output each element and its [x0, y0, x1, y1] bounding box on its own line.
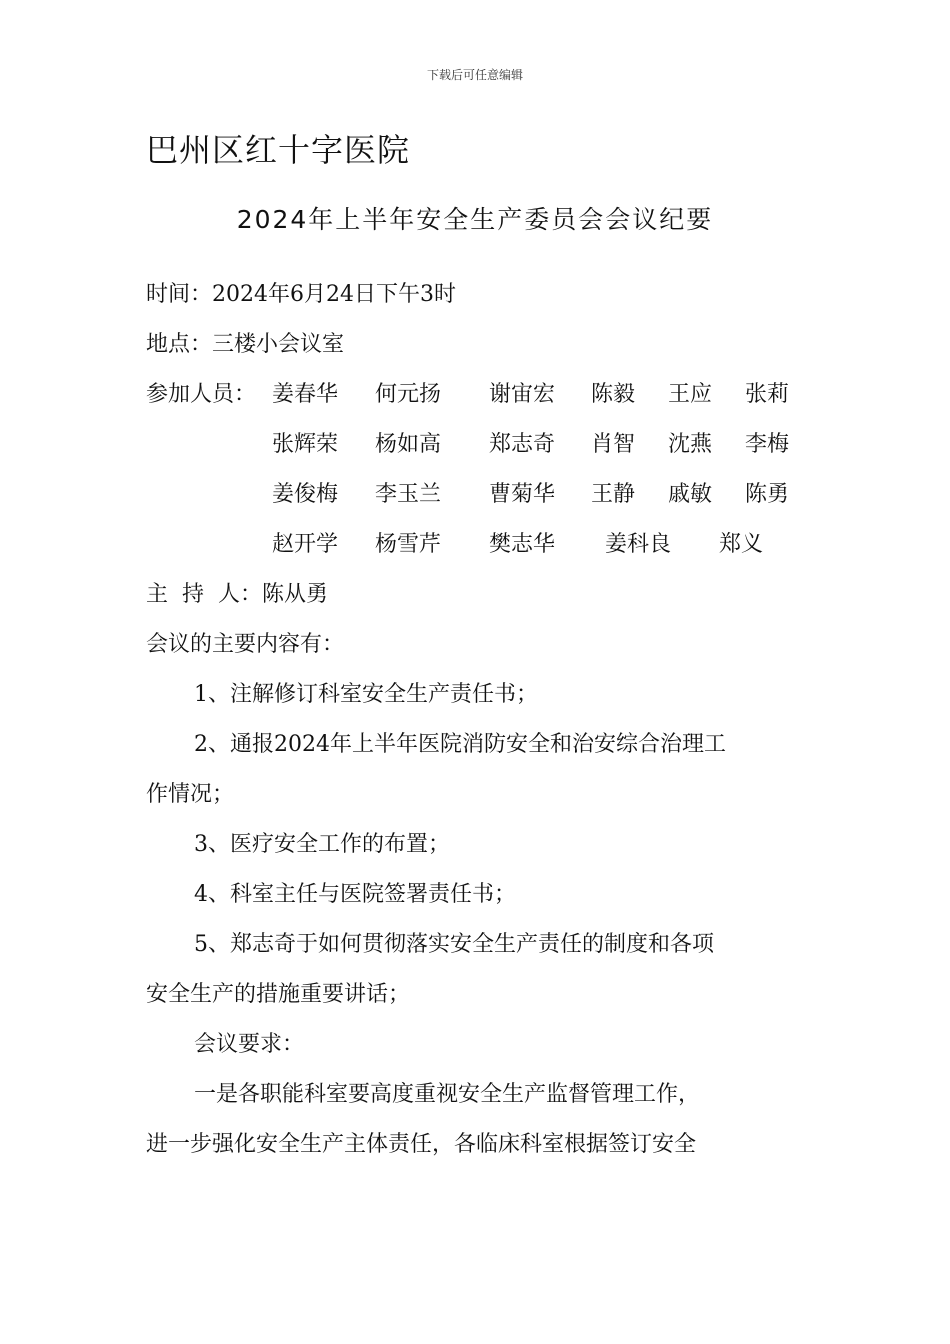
attendee-row [146, 370, 808, 420]
attendee-name: 戚敏 [668, 482, 713, 507]
attendee-name: 李梅 [745, 432, 790, 457]
attendee-name: 杨雪芹 [375, 532, 442, 557]
attendee-name: 姜科良 [605, 532, 672, 557]
requirement-line: 一是各职能科室要高度重视安全生产监督管理工作， [194, 1082, 701, 1107]
agenda-item: 1、注解修订科室安全生产责任书； [194, 682, 538, 707]
agenda-item-continuation: 安全生产的措施重要讲话； [146, 982, 411, 1007]
requirements-label: 会议要求： [194, 1032, 305, 1057]
agenda-item: 5、郑志奇于如何贯彻落实安全生产责任的制度和各项 [194, 932, 714, 957]
organization-name: 巴州区红十字医院 [146, 131, 411, 169]
attendee-name: 曹菊华 [489, 482, 556, 507]
agenda-item: 2、通报2024年上半年医院消防安全和治安综合治理工 [194, 732, 726, 757]
attendee-name: 王静 [591, 482, 636, 507]
content-intro: 会议的主要内容有： [146, 632, 345, 657]
attendees-block [146, 370, 808, 570]
attendee-name: 王应 [668, 382, 713, 407]
attendee-name: 姜春华 [272, 382, 339, 407]
agenda-item-continuation: 作情况； [146, 782, 235, 807]
attendee-name: 樊志华 [489, 532, 556, 557]
meeting-time: 时间：2024年6月24日下午3时 [146, 282, 456, 307]
attendee-name: 郑志奇 [489, 432, 556, 457]
attendee-name: 赵开学 [272, 532, 339, 557]
attendee-name: 张辉荣 [272, 432, 339, 457]
attendee-name: 杨如高 [375, 432, 442, 457]
meeting-host: 主 持 人：陈从勇 [146, 582, 328, 607]
attendee-name: 何元扬 [375, 382, 442, 407]
attendee-name: 郑义 [719, 532, 764, 557]
attendee-row [146, 420, 808, 470]
attendee-name: 肖智 [591, 432, 636, 457]
attendee-row [146, 470, 808, 520]
page-header-note: 下载后可任意编辑 [426, 68, 523, 82]
attendee-row [146, 520, 808, 570]
attendee-name: 姜俊梅 [272, 482, 339, 507]
attendee-name: 陈毅 [591, 382, 636, 407]
document-title: 2024年上半年安全生产委员会会议纪要 [236, 205, 714, 234]
agenda-item: 3、医疗安全工作的布置； [194, 832, 450, 857]
attendees-label: 参加人员： [146, 382, 257, 407]
document-body [146, 270, 808, 1170]
attendee-name: 陈勇 [745, 482, 790, 507]
attendee-name: 沈燕 [668, 432, 713, 457]
attendee-name: 张莉 [745, 382, 790, 407]
attendee-name: 谢宙宏 [489, 382, 556, 407]
attendee-name: 李玉兰 [375, 482, 442, 507]
meeting-place: 地点：三楼小会议室 [146, 332, 345, 357]
agenda-item: 4、科室主任与医院签署责任书； [194, 882, 516, 907]
requirement-line-continuation: 进一步强化安全生产主体责任，各临床科室根据签订安全 [146, 1132, 697, 1157]
